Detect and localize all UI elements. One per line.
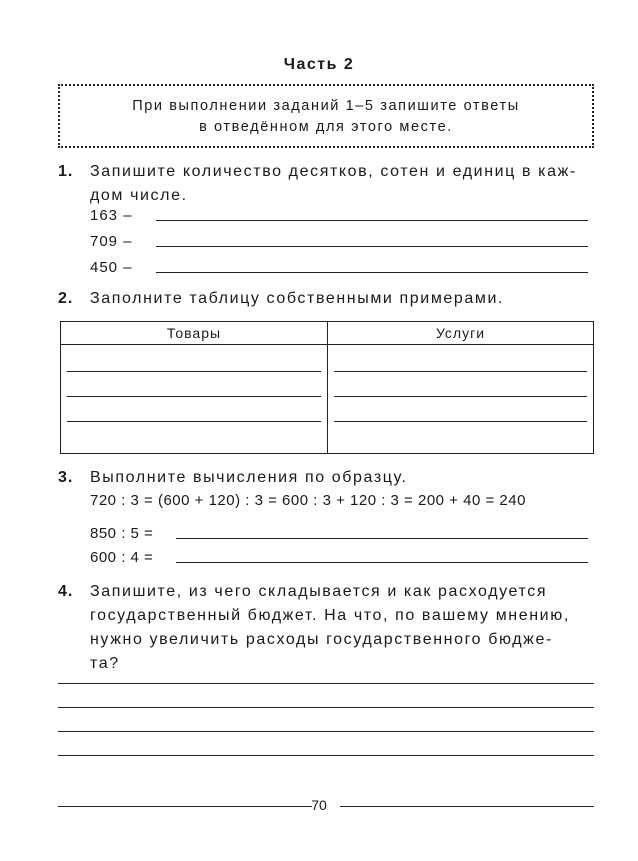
page-title: Часть 2 [283,56,355,73]
goods-answer-line[interactable] [67,396,321,397]
question-4-number: 4. [58,583,74,600]
question-4-line-3: нужно увеличить расходы государственного бюдже- [90,631,553,648]
services-answer-line[interactable] [334,371,587,372]
instructions-line-1: При выполнении заданий 1–5 запишите ответы [132,98,520,114]
q1-item-label: 450 – [90,259,133,276]
footer-rule-right [340,806,594,807]
goods-answer-line[interactable] [67,371,321,372]
services-answer-line[interactable] [334,396,587,397]
services-cell[interactable] [328,345,594,454]
question-4-line-2: государственный бюджет. На что, по вашему мнению, [90,607,570,624]
page-number: 70 [311,797,327,813]
question-2-number: 2. [58,290,74,307]
q1-item-label: 163 – [90,207,133,224]
question-1-number: 1. [58,163,74,180]
goods-cell[interactable] [61,345,328,454]
q3-answer-line-2[interactable] [176,562,588,563]
question-3-text: Выполните вычисления по образцу. [90,469,408,486]
question-4-text [90,580,570,676]
q4-answer-line-1[interactable] [58,683,594,684]
question-4-line-1: Запишите, из чего складывается и как расходуется [90,583,548,600]
column-header-services: Услуги [328,322,594,345]
column-header-goods: Товары [61,322,328,345]
q4-answer-line-4[interactable] [58,755,594,756]
q4-answer-line-3[interactable] [58,731,594,732]
q3-answer-line-1[interactable] [176,538,588,539]
q1-answer-line-3[interactable] [156,272,588,273]
q3-item-label: 600 : 4 = [90,549,154,566]
services-answer-line[interactable] [334,421,587,422]
question-1-text [90,160,600,208]
question-1-line-2: дом числе. [90,187,188,204]
goods-answer-line[interactable] [67,421,321,422]
q1-answer-line-1[interactable] [156,220,588,221]
question-2-text: Заполните таблицу собственными примерами. [90,290,505,307]
question-4-line-4: та? [90,655,120,672]
q1-item-label: 709 – [90,233,133,250]
question-1-line-1: Запишите количество десятков, сотен и единиц в каж- [90,163,577,180]
instructions-line-2: в отведённом для этого месте. [199,119,453,135]
q4-answer-line-2[interactable] [58,707,594,708]
q1-answer-line-2[interactable] [156,246,588,247]
goods-services-table [60,321,594,454]
question-3-number: 3. [58,469,74,486]
example-calculation: 720 : 3 = (600 + 120) : 3 = 600 : 3 + 120 : 3 = 200 + 40 = 240 [90,492,526,509]
instructions-box [58,84,594,148]
q3-item-label: 850 : 5 = [90,525,154,542]
